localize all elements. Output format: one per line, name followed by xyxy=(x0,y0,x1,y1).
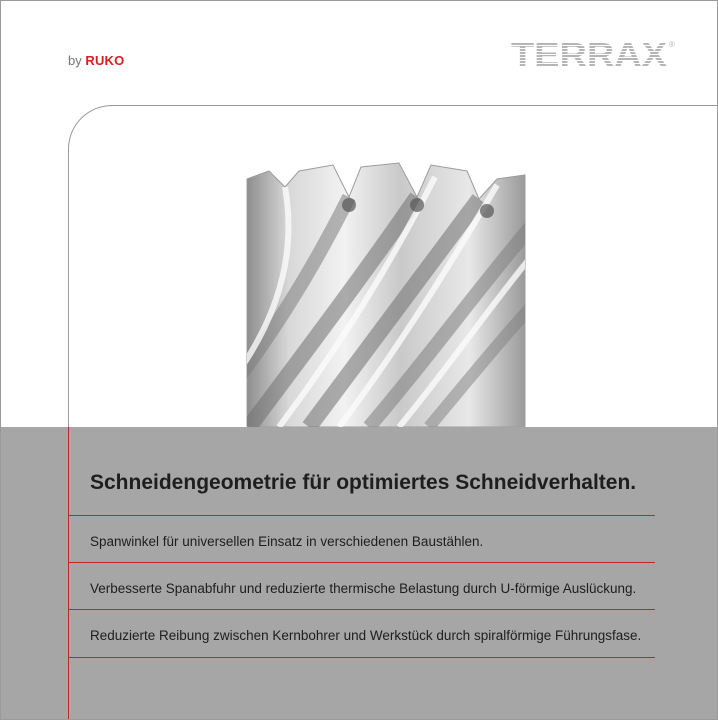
feature-item: Spanwinkel für universellen Einsatz in verschiedenen Baustählen. xyxy=(90,534,484,549)
byline-prefix: by xyxy=(68,53,82,68)
divider xyxy=(68,609,655,610)
ruko-brand: RUKO xyxy=(85,53,125,68)
brand-byline xyxy=(68,53,124,68)
core-drill-image xyxy=(239,157,535,427)
terrax-logo-text: TERRAX xyxy=(511,37,667,71)
divider xyxy=(68,515,655,516)
terrax-logo xyxy=(511,37,676,71)
divider xyxy=(68,562,655,563)
accent-vertical-line xyxy=(68,427,69,720)
registered-mark: ® xyxy=(669,40,675,49)
divider xyxy=(68,657,655,658)
feature-item: Reduzierte Reibung zwischen Kernbohrer und Werkstück durch spiralförmige Führungsfase. xyxy=(90,628,642,643)
feature-item: Verbesserte Spanabfuhr und reduzierte thermische Belastung durch U-förmige Auslückung. xyxy=(90,581,637,596)
headline: Schneidengeometrie für optimiertes Schneidverhalten. xyxy=(90,471,637,494)
